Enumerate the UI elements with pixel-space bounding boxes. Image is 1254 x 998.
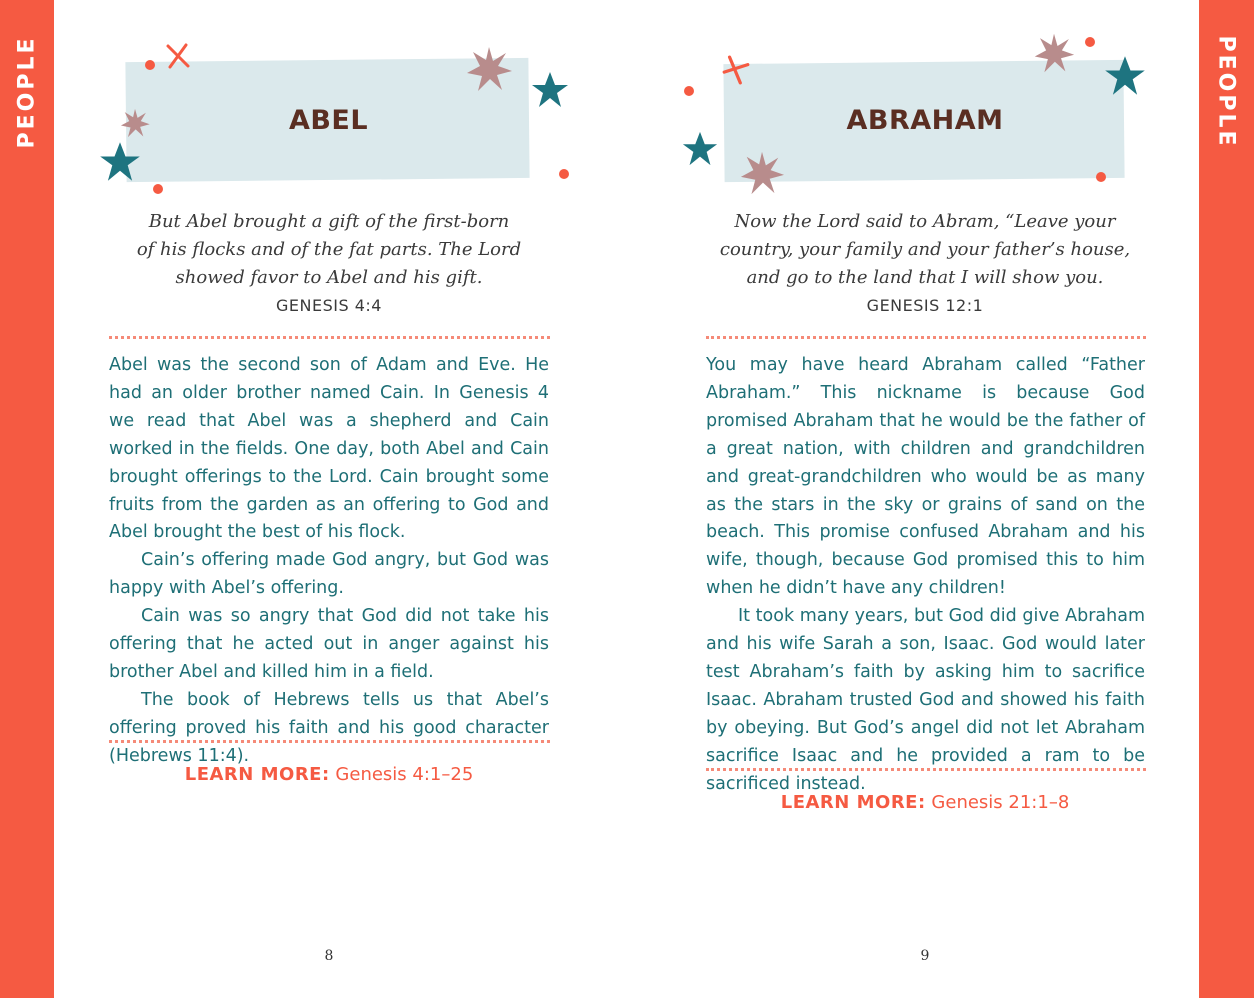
divider <box>109 740 550 743</box>
verse-reference: GENESIS 12:1 <box>866 296 984 315</box>
divider <box>706 336 1146 339</box>
verse-line: of his flocks and of the fat parts. The Lord <box>136 239 522 260</box>
verse-line: But Abel brought a gift of the first-born <box>148 211 510 232</box>
verse-line: showed favor to Abel and his gift. <box>175 267 483 288</box>
entry-title: ABRAHAM <box>846 105 1004 136</box>
learn-more <box>94 764 564 785</box>
right-side-tab <box>1199 0 1254 998</box>
x-mark-icon <box>721 55 751 85</box>
verse-reference: GENESIS 4:4 <box>276 296 382 315</box>
star-icon <box>98 140 142 184</box>
entry-title: ABEL <box>288 105 369 136</box>
paragraph: The book of Hebrews tells us that Abel’s offering proved his faith and his good character (Hebrews 11:4). <box>109 689 549 766</box>
paragraph: It took many years, but God did give Abraham and his wife Sarah a son, Isaac. God would later test Abraham’s faith by asking him to sacrifice Isaac. Abraham trusted God and showed his faith by obeying. But God’s angel did not let Abraham sacrifice Isaac and he provided a ram to be sacrificed instead. <box>706 606 1145 794</box>
side-tab-label: PEOPLE <box>14 35 40 149</box>
star-icon <box>681 130 719 168</box>
x-mark-icon <box>164 42 192 70</box>
divider <box>109 336 550 339</box>
verse <box>94 208 564 292</box>
splat-star-icon <box>119 107 151 139</box>
page-9 <box>651 0 1199 998</box>
splat-star-icon <box>737 150 787 196</box>
body-text <box>109 352 549 771</box>
dot-icon <box>1085 37 1095 47</box>
learn-more-label: LEARN MORE: <box>780 792 926 813</box>
dot-icon <box>1096 172 1106 182</box>
verse <box>681 208 1169 292</box>
star-icon <box>1103 54 1147 98</box>
splat-star-icon <box>464 45 514 93</box>
learn-more-reference: Genesis 21:1–8 <box>931 792 1070 813</box>
page-number: 8 <box>324 948 334 964</box>
side-tab-label: PEOPLE <box>1213 35 1239 149</box>
verse-line: Now the Lord said to Abram, “Leave your <box>734 211 1116 232</box>
dot-icon <box>153 184 163 194</box>
body-text <box>706 352 1145 799</box>
page-number: 9 <box>920 948 930 964</box>
paragraph: Cain was so angry that God did not take his offering that he acted out in anger against his brother Abel and killed him in a field. <box>109 606 549 682</box>
paragraph: You may have heard Abraham called “Father Abraham.” This nickname is because God promised Abraham that he would be the father of a great nation, with children and grandchildren and great-grandchildren who would be as many as the stars in the sky or grains of sand on the beach. This promise confused Abraham and his wife, though, because God promised this to him when he didn’t have any children! <box>706 355 1145 599</box>
learn-more-label: LEARN MORE: <box>184 764 330 785</box>
dot-icon <box>684 86 694 96</box>
splat-star-icon <box>1032 32 1076 74</box>
paragraph: Cain’s offering made God angry, but God was happy with Abel’s offering. <box>109 550 549 599</box>
star-icon <box>530 70 570 110</box>
learn-more-reference: Genesis 4:1–25 <box>335 764 474 785</box>
dot-icon <box>145 60 155 70</box>
divider <box>706 768 1146 771</box>
left-side-tab <box>0 0 54 998</box>
paragraph: Abel was the second son of Adam and Eve. He had an older brother named Cain. In Genesis 4 we read that Abel was a shepherd and Cain worked in the fields. One day, both Abel and Cain brought offerings to the Lord. Cain brought some fruits from the garden as an offering to God and Abel brought the best of his flock. <box>109 355 549 543</box>
verse-line: country, your family and your father’s house, <box>719 239 1131 260</box>
verse-line: and go to the land that I will show you. <box>746 267 1104 288</box>
learn-more <box>681 792 1169 813</box>
dot-icon <box>559 169 569 179</box>
page-8 <box>54 0 603 998</box>
